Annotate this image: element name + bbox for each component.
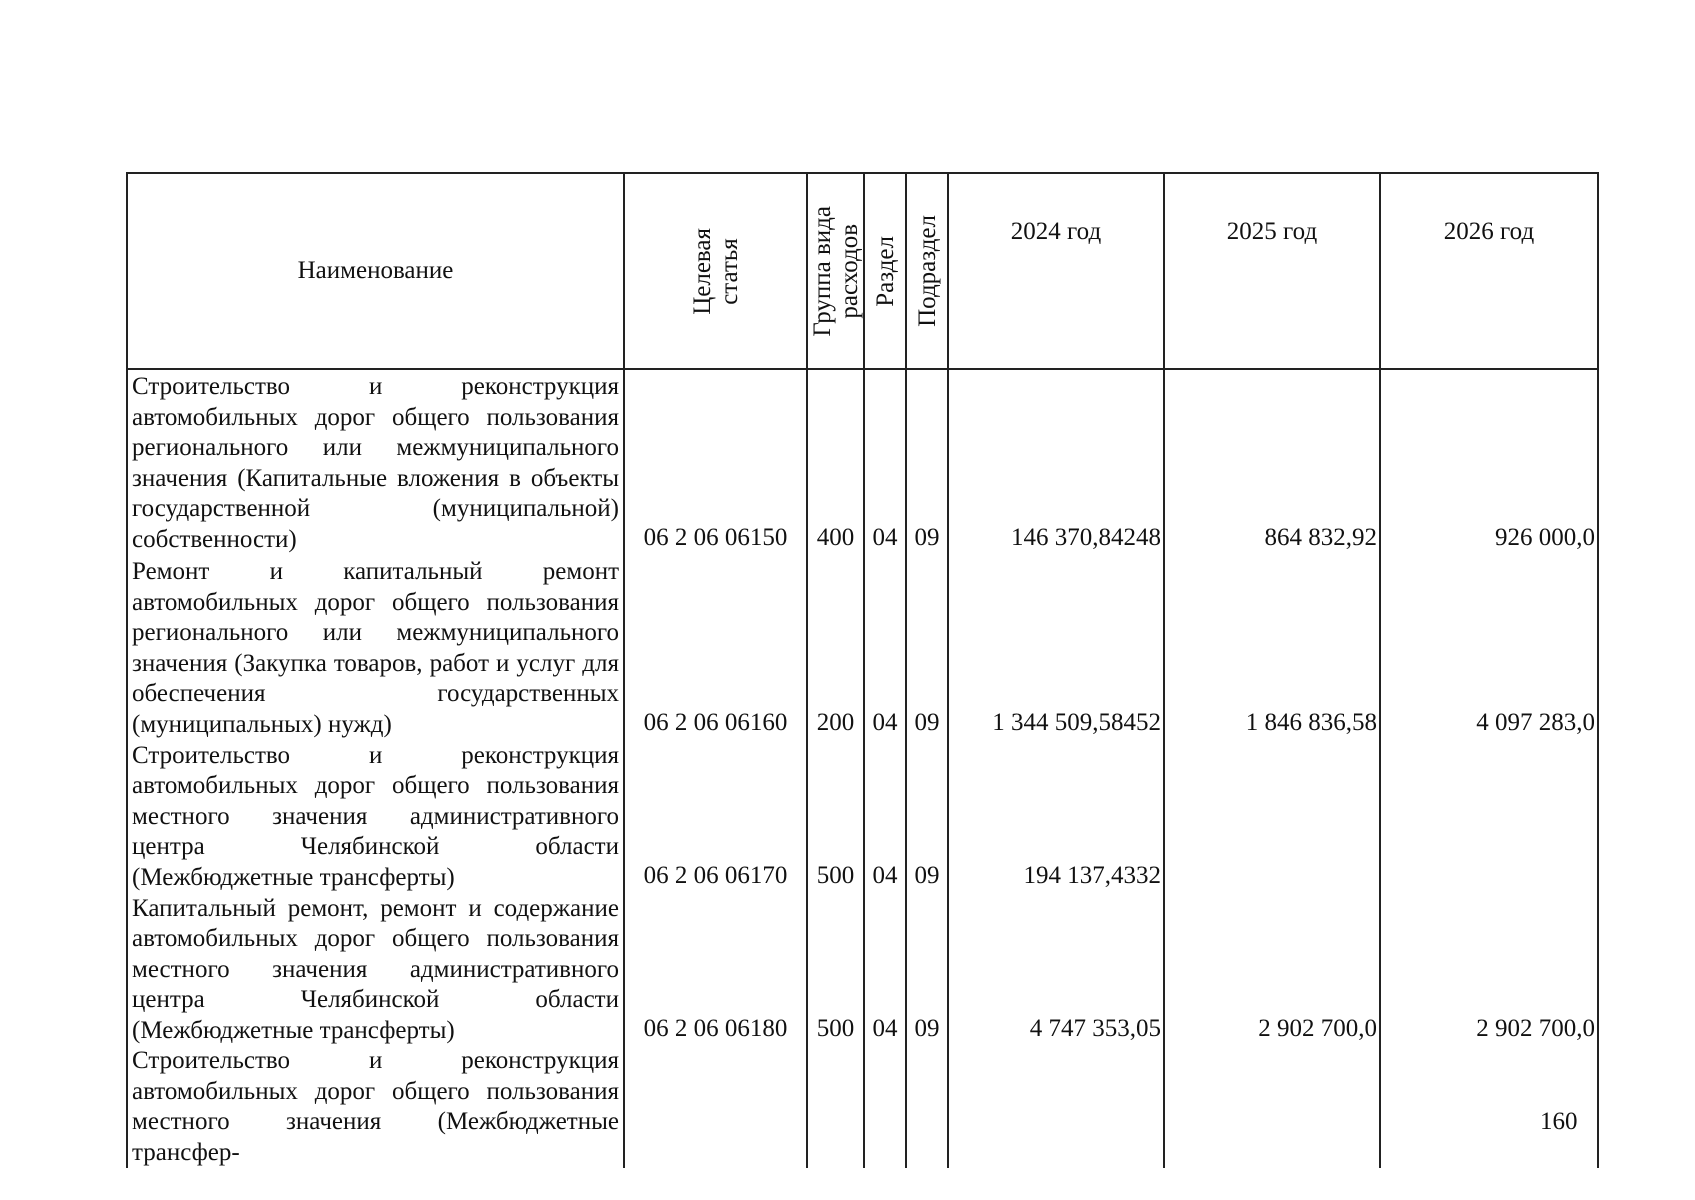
- table-row: [127, 740, 1598, 893]
- row-value-2026: [1380, 1046, 1598, 1168]
- row-value-2025: 1 846 836,58: [1164, 555, 1380, 740]
- header-target-article: [624, 173, 807, 369]
- header-subsection: [906, 173, 948, 369]
- row-value-2026: 4 097 283,0: [1380, 555, 1598, 740]
- row-value-2024: 4 747 353,05: [948, 893, 1164, 1046]
- row-name: Строительство и реконструкция автомобильных дорог общего пользования местного значения административного центра Челябинской области (Межбюджетные трансферты): [127, 740, 624, 893]
- row-target-article: 06 2 06 06160: [624, 555, 807, 740]
- row-subsection: 09: [906, 369, 948, 555]
- row-target-article: [624, 1046, 807, 1168]
- table-row: [127, 369, 1598, 555]
- header-year-2026: 2026 год: [1380, 173, 1598, 369]
- row-expense-group: 500: [807, 893, 864, 1046]
- header-expense-group: [807, 173, 864, 369]
- row-target-article: 06 2 06 06170: [624, 740, 807, 893]
- row-value-2024: 194 137,4332: [948, 740, 1164, 893]
- header-target-line2: статья: [715, 237, 743, 305]
- header-group-line1: Группа вида: [808, 205, 836, 337]
- row-expense-group: 400: [807, 369, 864, 555]
- row-value-2026: 926 000,0: [1380, 369, 1598, 555]
- row-value-2026: [1380, 740, 1598, 893]
- header-section: [864, 173, 906, 369]
- header-year-2025: 2025 год: [1164, 173, 1380, 369]
- row-section: 04: [864, 893, 906, 1046]
- row-value-2025: [1164, 740, 1380, 893]
- header-group-line2: расходов: [835, 223, 863, 319]
- page-number: 160: [1540, 1108, 1578, 1135]
- header-subsection-label: Подраздел: [913, 215, 941, 327]
- row-subsection: 09: [906, 555, 948, 740]
- table-row: [127, 1046, 1598, 1168]
- row-section: 04: [864, 369, 906, 555]
- row-section: 04: [864, 555, 906, 740]
- row-section: [864, 1046, 906, 1168]
- row-expense-group: 500: [807, 740, 864, 893]
- header-name: Наименование: [127, 173, 624, 369]
- table-header-row: [127, 173, 1598, 369]
- header-target-line1: Целевая: [688, 227, 716, 315]
- row-expense-group: 200: [807, 555, 864, 740]
- row-value-2025: 864 832,92: [1164, 369, 1380, 555]
- row-section: 04: [864, 740, 906, 893]
- row-subsection: 09: [906, 740, 948, 893]
- budget-table: [126, 172, 1599, 1168]
- header-year-2024: 2024 год: [948, 173, 1164, 369]
- row-name: Ремонт и капитальный ремонт автомобильных дорог общего пользования регионального или межмуниципального значения (Закупка товаров, работ и услуг для обеспечения государственных (муниципальных) нужд): [127, 555, 624, 740]
- row-value-2025: 2 902 700,0: [1164, 893, 1380, 1046]
- row-value-2024: 146 370,84248: [948, 369, 1164, 555]
- row-subsection: [906, 1046, 948, 1168]
- row-value-2026: 2 902 700,0: [1380, 893, 1598, 1046]
- row-target-article: 06 2 06 06150: [624, 369, 807, 555]
- row-expense-group: [807, 1046, 864, 1168]
- table-row: [127, 893, 1598, 1046]
- row-value-2024: 1 344 509,58452: [948, 555, 1164, 740]
- row-value-2024: [948, 1046, 1164, 1168]
- row-name: Строительство и реконструкция автомобильных дорог общего пользования регионального или межмуниципального значения (Капитальные вложения в объекты государственной (муниципальной) собственности): [127, 369, 624, 555]
- row-target-article: 06 2 06 06180: [624, 893, 807, 1046]
- row-subsection: 09: [906, 893, 948, 1046]
- row-name: Капитальный ремонт, ремонт и содержание автомобильных дорог общего пользования местного значения административного центра Челябинской области (Межбюджетные трансферты): [127, 893, 624, 1046]
- row-value-2025: [1164, 1046, 1380, 1168]
- header-section-label: Раздел: [871, 235, 899, 307]
- table-row: [127, 555, 1598, 740]
- row-name: Строительство и реконструкция автомобильных дорог общего пользования местного значения (Межбюджетные трансфер-: [127, 1046, 624, 1168]
